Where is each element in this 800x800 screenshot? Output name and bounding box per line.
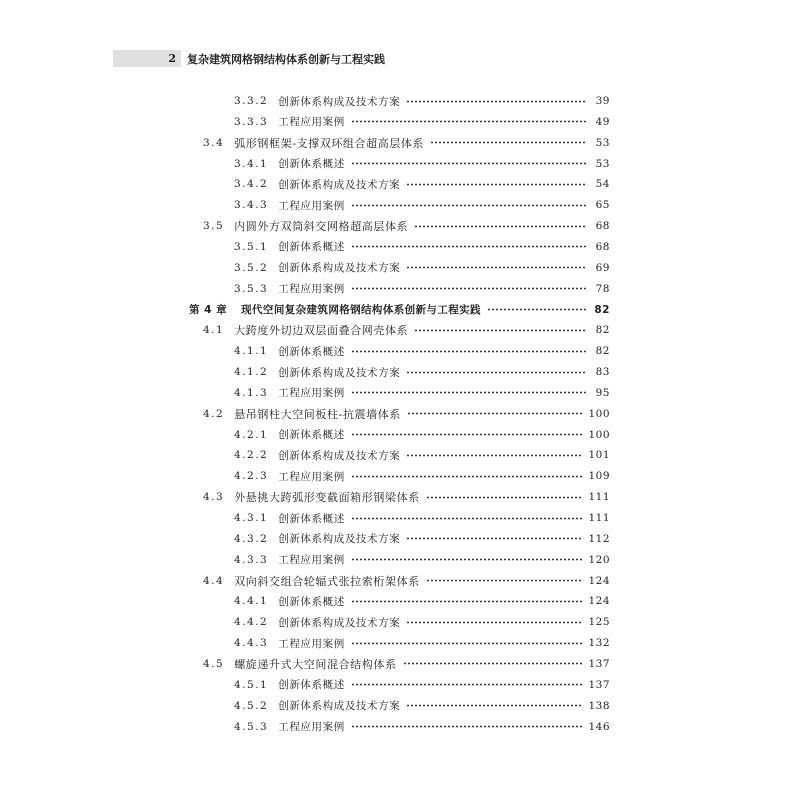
toc-leader-dots [351, 516, 583, 520]
toc-leader-dots [430, 141, 586, 145]
toc-section-entry[interactable] [203, 404, 610, 424]
toc-leader-dots [487, 308, 586, 312]
toc-entry-number: 4.5.3 [234, 720, 269, 733]
toc-subsection-entry[interactable] [234, 529, 610, 549]
toc-entry-number: 3.4.3 [234, 199, 269, 212]
toc-leader-dots [351, 641, 583, 645]
toc-leader-dots [426, 579, 583, 583]
toc-entry-number: 3.3.2 [234, 95, 269, 107]
toc-entry-page: 137 [588, 678, 610, 691]
toc-entry-page: 132 [588, 637, 610, 650]
running-header [113, 50, 625, 67]
toc-entry-number: 4.4.2 [234, 616, 269, 629]
toc-entry-title: 创新体系构成及技术方案 [278, 366, 401, 379]
toc-entry-page: 125 [588, 616, 610, 629]
toc-entry-page: 100 [588, 407, 610, 420]
toc-entry-number: 3.5.2 [234, 261, 269, 274]
toc-entry-title: 工程应用案例 [278, 283, 345, 296]
toc-entry-title: 工程应用案例 [278, 470, 345, 483]
toc-subsection-entry[interactable] [234, 445, 610, 465]
toc-entry-title: 创新体系构成及技术方案 [278, 616, 401, 629]
toc-subsection-entry[interactable] [234, 466, 610, 486]
toc-section-entry[interactable] [203, 320, 610, 340]
toc-entry-title: 现代空间复杂建筑网格钢结构体系创新与工程实践 [241, 304, 481, 316]
toc-entry-title: 悬吊钢柱大空间板柱-抗震墙体系 [234, 407, 401, 421]
toc-entry-page: 101 [588, 449, 610, 462]
toc-entry-title: 工程应用案例 [278, 387, 345, 400]
toc-entry-title: 创新体系构成及技术方案 [278, 262, 401, 275]
toc-subsection-entry[interactable] [234, 612, 610, 632]
toc-leader-dots [351, 203, 586, 207]
header-book-title: 复杂建筑网格钢结构体系创新与工程实践 [187, 52, 385, 66]
toc-entry-number: 3.4 [203, 136, 225, 149]
toc-subsection-entry[interactable] [234, 237, 610, 257]
toc-entry-page: 53 [595, 136, 610, 149]
toc-entry-title: 创新体系构成及技术方案 [278, 178, 401, 191]
toc-entry-page: 124 [588, 595, 610, 608]
toc-entry-number: 3.5 [203, 220, 225, 233]
toc-entry-page: 78 [595, 282, 610, 295]
toc-entry-number: 4.2.2 [234, 449, 269, 462]
toc-entry-number: 4.2.1 [234, 428, 269, 441]
toc-leader-dots [407, 412, 583, 416]
toc-entry-title: 工程应用案例 [278, 554, 345, 567]
toc-entry-page: 111 [588, 491, 610, 504]
toc-entry-number: 4.1.2 [234, 366, 269, 379]
toc-entry-title: 外悬挑大跨弧形变截面箱形钢梁体系 [234, 491, 420, 505]
toc-entry-page: 124 [588, 574, 610, 587]
toc-entry-title: 创新体系概述 [278, 429, 345, 442]
toc-entry-number: 3.3.3 [234, 115, 269, 128]
toc-entry-number: 4.2.3 [234, 470, 269, 483]
toc-section-entry[interactable] [203, 216, 610, 236]
toc-entry-number: 4.5.1 [234, 678, 269, 691]
toc-entry-title: 创新体系构成及技术方案 [278, 449, 401, 462]
toc-entry-title: 工程应用案例 [278, 116, 345, 129]
toc-section-entry[interactable] [203, 487, 610, 507]
toc-subsection-entry[interactable] [234, 383, 610, 403]
toc-entry-page: 49 [595, 115, 610, 128]
toc-entry-page: 53 [595, 157, 610, 170]
header-page-number: 2 [113, 50, 181, 67]
toc-entry-number: 4.5 [203, 657, 225, 670]
toc-entry-page: 111 [588, 512, 610, 524]
toc-entry-number: 4.1.3 [234, 386, 269, 399]
toc-leader-dots [351, 433, 583, 437]
toc-entry-number: 4.2 [203, 407, 225, 420]
toc-entry-number: 4.4 [203, 574, 225, 587]
toc-subsection-entry[interactable] [234, 112, 610, 132]
toc-subsection-entry[interactable] [234, 154, 610, 174]
toc-subsection-entry[interactable] [234, 675, 610, 695]
toc-leader-dots [351, 287, 586, 291]
toc-leader-dots [406, 537, 582, 541]
toc-entry-number: 4.3 [203, 491, 225, 504]
toc-leader-dots [351, 558, 583, 562]
toc-subsection-entry[interactable] [234, 195, 610, 215]
toc-entry-page: 39 [595, 95, 610, 107]
toc-entry-number: 第 4 章 [189, 304, 228, 316]
toc-leader-dots [351, 725, 583, 729]
toc-entry-number: 4.5.2 [234, 699, 269, 712]
toc-entry-number: 4.1 [203, 324, 225, 337]
toc-entry-title: 工程应用案例 [278, 637, 345, 650]
toc-entry-page: 109 [588, 470, 610, 483]
toc-entry-title: 创新体系概述 [278, 595, 345, 608]
toc-leader-dots [406, 704, 582, 708]
toc-leader-dots [406, 370, 586, 374]
toc-entry-page: 54 [595, 178, 610, 191]
toc-entry-number: 3.5.1 [234, 240, 269, 253]
toc-subsection-entry[interactable] [234, 279, 610, 299]
toc-section-entry[interactable] [203, 571, 610, 591]
toc-entry-number: 4.4.1 [234, 595, 269, 608]
toc-entry-title: 创新体系概述 [278, 241, 345, 254]
toc-entry-title: 创新体系构成及技术方案 [278, 533, 401, 546]
toc-leader-dots [406, 620, 582, 624]
toc-subsection-entry[interactable] [234, 91, 610, 111]
toc-leader-dots [406, 182, 586, 186]
toc-entry-title: 螺旋递升式大空间混合结构体系 [234, 657, 397, 671]
toc-entry-title: 内圆外方双筒斜交网格超高层体系 [234, 220, 409, 234]
toc-subsection-entry[interactable] [234, 508, 610, 528]
toc-subsection-entry[interactable] [234, 696, 610, 716]
toc-leader-dots [351, 391, 586, 395]
toc-subsection-entry[interactable] [234, 633, 610, 653]
toc-leader-dots [351, 162, 586, 166]
toc-entry-title: 创新体系构成及技术方案 [278, 700, 401, 713]
toc-leader-dots [406, 266, 586, 270]
toc-leader-dots [406, 99, 586, 103]
toc-entry-page: 138 [588, 699, 610, 712]
toc-entry-page: 146 [588, 720, 610, 733]
toc-subsection-entry[interactable] [234, 591, 610, 611]
toc-entry-title: 创新体系构成及技术方案 [278, 95, 401, 108]
toc-entry-title: 工程应用案例 [278, 199, 345, 212]
toc-subsection-entry[interactable] [234, 174, 610, 194]
toc-leader-dots [426, 495, 583, 499]
toc-entry-title: 创新体系概述 [278, 679, 345, 692]
toc-entry-page: 82 [595, 324, 610, 337]
toc-entry-title: 创新体系概述 [278, 512, 345, 525]
toc-entry-page: 95 [595, 386, 610, 399]
toc-entry-title: 工程应用案例 [278, 721, 345, 733]
toc-entry-page: 68 [595, 240, 610, 253]
toc-entry-title: 弧形钢框架-支撑双环组合超高层体系 [234, 136, 425, 150]
toc-leader-dots [414, 328, 586, 332]
toc-entry-page: 120 [588, 553, 610, 566]
toc-entry-page: 83 [595, 366, 610, 379]
toc-section-entry[interactable] [203, 654, 610, 674]
toc-leader-dots [351, 349, 586, 353]
toc-entry-page: 112 [588, 532, 610, 545]
toc-entry-title: 大跨度外切边双层面叠合网壳体系 [234, 324, 409, 338]
toc-subsection-entry[interactable] [234, 717, 610, 737]
toc-entry-page: 137 [588, 657, 610, 670]
toc-entry-number: 3.4.1 [234, 157, 269, 170]
toc-entry-page: 100 [588, 428, 610, 441]
toc-chapter-entry[interactable] [189, 300, 610, 320]
toc-entry-number: 4.3.3 [234, 553, 269, 566]
toc-entry-page: 82 [595, 345, 610, 358]
toc-leader-dots [351, 245, 586, 249]
toc-entry-title: 创新体系概述 [278, 158, 345, 171]
toc-subsection-entry[interactable] [234, 425, 610, 445]
toc-entry-title: 创新体系概述 [278, 345, 345, 358]
toc-leader-dots [351, 683, 583, 687]
toc-leader-dots [414, 224, 586, 228]
toc-entry-page: 69 [595, 261, 610, 274]
toc-leader-dots [351, 599, 583, 603]
toc-entry-number: 4.3.1 [234, 512, 269, 524]
toc-entry-number: 4.4.3 [234, 637, 269, 650]
toc-subsection-entry[interactable] [234, 362, 610, 382]
toc-entry-page: 68 [595, 220, 610, 233]
toc-entry-number: 3.4.2 [234, 178, 269, 191]
toc-leader-dots [351, 474, 583, 478]
toc-leader-dots [403, 662, 583, 666]
toc-subsection-entry[interactable] [234, 258, 610, 278]
toc-leader-dots [406, 453, 582, 457]
toc-entry-number: 3.5.3 [234, 282, 269, 295]
toc-subsection-entry[interactable] [234, 341, 610, 361]
toc-entry-number: 4.3.2 [234, 532, 269, 545]
toc-section-entry[interactable] [203, 133, 610, 153]
toc-entry-page: 82 [594, 303, 610, 316]
toc-entry-number: 4.1.1 [234, 345, 269, 358]
toc-entry-page: 65 [595, 199, 610, 212]
toc-entry-title: 双向斜交组合轮辐式张拉索桁架体系 [234, 574, 420, 588]
toc-subsection-entry[interactable] [234, 550, 610, 570]
toc-leader-dots [351, 120, 586, 124]
